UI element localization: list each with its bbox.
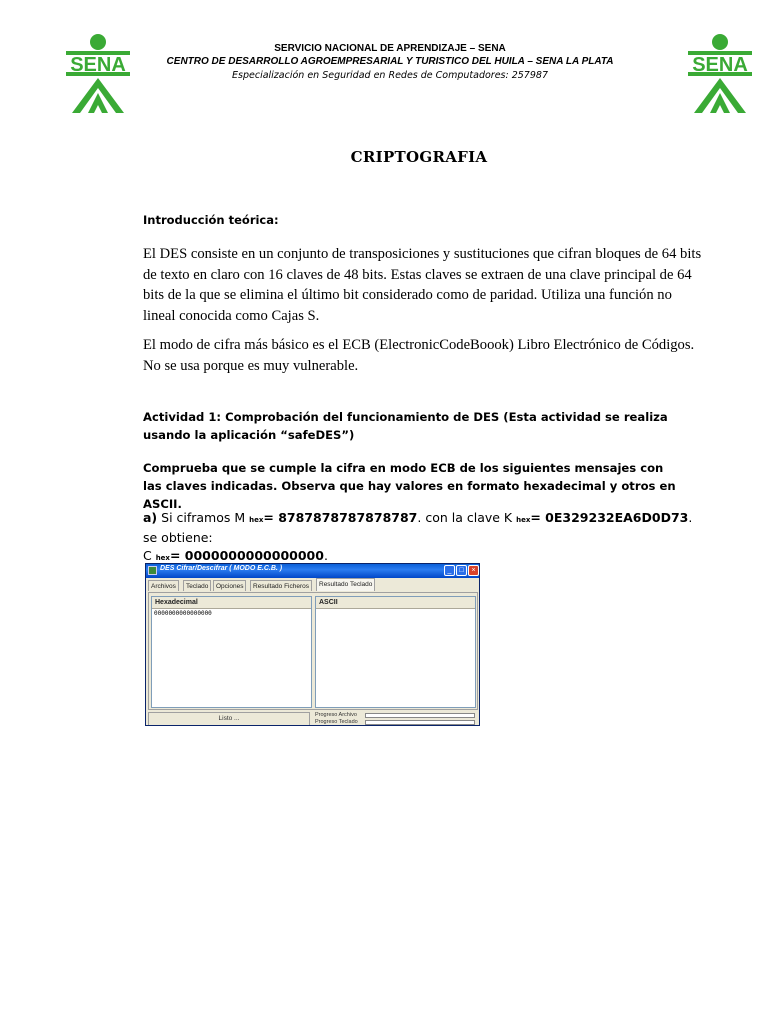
sena-logo-text: SENA xyxy=(70,54,126,76)
activity-heading: Actividad 1: Comprobación del funcionamiento de DES (Esta actividad se realiza usando la aplicación “safeDES”) xyxy=(143,410,668,442)
ascii-panel[interactable] xyxy=(315,596,476,708)
window-title: DES Cifrar/Descifrar ( MODO E.C.B. ) xyxy=(160,565,283,572)
window-titlebar[interactable] xyxy=(146,564,479,578)
ascii-header: ASCII xyxy=(316,597,475,609)
item-a-end: . xyxy=(323,548,328,563)
sena-logo-right xyxy=(680,33,760,115)
progress-file-label: Progreso Archivo xyxy=(315,712,357,718)
key-value: = 0E329232EA6D0D73 xyxy=(530,510,689,525)
hexadecimal-header: Hexadecimal xyxy=(152,597,311,609)
app-icon xyxy=(148,566,157,575)
tab-resultado-teclado[interactable]: Resultado Teclado xyxy=(316,578,375,591)
header-program: Especialización en Seguridad en Redes de Computadores: 257987 xyxy=(232,70,548,81)
tab-resultado-ficheros[interactable]: Resultado Ficheros xyxy=(250,580,312,591)
progress-keyboard-bar xyxy=(365,720,475,725)
sena-logo-left xyxy=(58,33,138,115)
status-bar xyxy=(148,712,478,726)
intro-heading: Introducción teórica: xyxy=(143,213,279,227)
item-a-text1: Si ciframos M xyxy=(157,510,250,525)
message-value: = 8787878787878787 xyxy=(263,510,418,525)
activity-item-a xyxy=(143,509,703,567)
tab-opciones[interactable]: Opciones xyxy=(213,580,246,591)
intro-paragraph-2: El modo de cifra más básico es el ECB (ElectronicCodeBoook) Libro Electrónico de Códigos. No se usa porque es muy vulnerable. xyxy=(143,337,695,374)
des-app-window xyxy=(145,563,480,726)
status-text: Listo ... xyxy=(148,712,310,726)
tab-teclado[interactable]: Teclado xyxy=(183,580,211,591)
subscript-hex: hex xyxy=(155,554,170,562)
page-title: CRIPTOGRAFIA xyxy=(350,148,488,166)
hexadecimal-value: 0000000000000000 xyxy=(154,610,212,617)
item-a-prefix: a) xyxy=(143,510,158,525)
header-center: CENTRO DE DESARROLLO AGROEMPRESARIAL Y TURISTICO DEL HUILA – SENA LA PLATA xyxy=(166,56,614,67)
maximize-icon[interactable]: □ xyxy=(456,565,467,576)
tab-bar xyxy=(148,579,478,592)
hexadecimal-panel[interactable] xyxy=(151,596,312,708)
tab-content xyxy=(148,592,478,710)
cipher-value: = 0000000000000000 xyxy=(169,548,324,563)
close-icon[interactable]: × xyxy=(468,565,479,576)
header-institution: SERVICIO NACIONAL DE APRENDIZAJE – SENA xyxy=(274,43,506,54)
sena-logo-text: SENA xyxy=(692,54,748,76)
item-a-text3: . se obtiene: xyxy=(143,510,693,545)
item-a-text2: . con la clave K xyxy=(417,510,517,525)
cipher-label: C xyxy=(143,548,156,563)
activity-instruction: Comprueba que se cumple la cifra en modo ECB de los siguientes mensajes con las claves indicadas. Observa que hay valores en formato hexadecimal y otros en ASCII. xyxy=(143,461,676,511)
intro-paragraph-1: El DES consiste en un conjunto de transposiciones y sustituciones que cifran bloques de 64 bits de texto en claro con 16 claves de 48 bits. Estas claves se extraen de una clave principal de 64 bits de la que se elimina el último bit considerado como de paridad. Utiliza una función no lineal conocida como Cajas S. xyxy=(143,246,702,324)
progress-file-bar xyxy=(365,713,475,718)
subscript-hex: hex xyxy=(516,516,531,524)
tab-archivos[interactable]: Archivos xyxy=(148,580,179,591)
minimize-icon[interactable]: _ xyxy=(444,565,455,576)
progress-keyboard-label: Progreso Teclado xyxy=(315,719,358,725)
subscript-hex: hex xyxy=(249,516,264,524)
